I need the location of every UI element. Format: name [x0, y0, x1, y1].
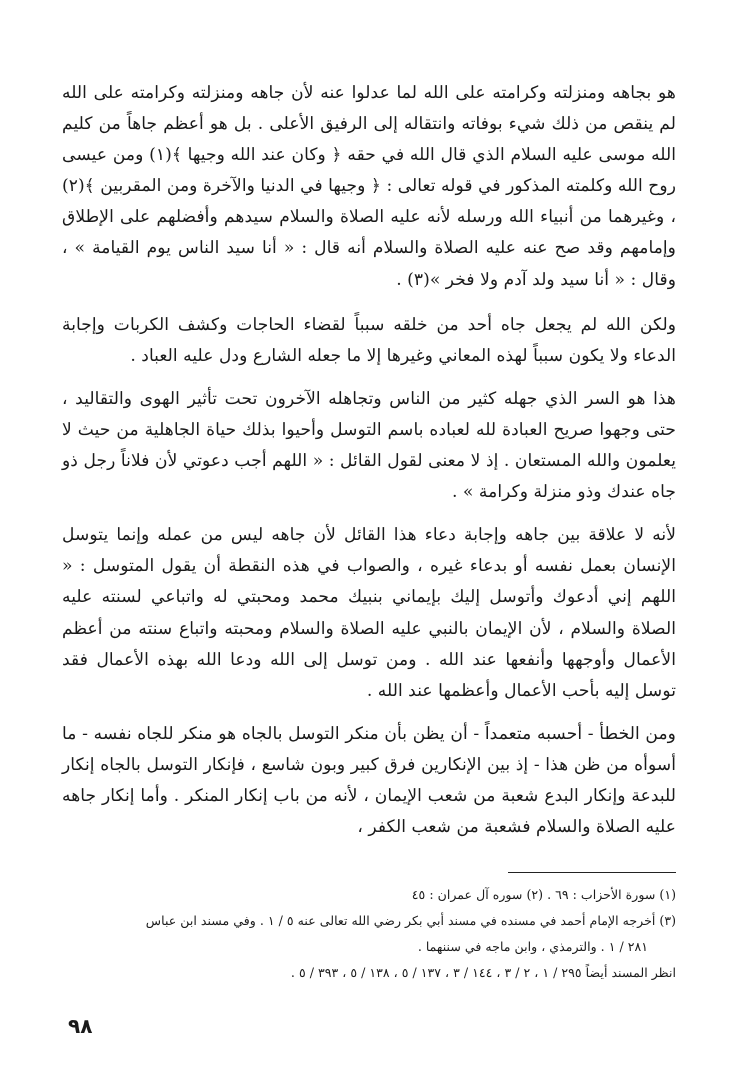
paragraph-4: لأنه لا علاقة بين جاهه وإجابة دعاء هذا القائل لأن جاهه ليس من عمله وإنما يتوسل الإنسان بعمل نفسه أو بدعاء غيره ، والصواب في هذه النقطة أن يقول المتوسل : « اللهم إني أدعوك وأتوسل إليك بإيماني بنبيك محمد ومحبتي له واتباعي لسنته عليه الصلاة والسلام ، لأن الإيمان بالنبي عليه الصلاة والسلام ومحبته واتباع سنته من أعظم الأعمال وأوجهها وأنفعها عند الله . ومن توسل إلى الله ودعا الله بهذه الأعمال فقد توسل إليه بأحب الأعمال وأعظمها عند الله . — [62, 525, 676, 701]
page-number: ٩٨ — [68, 1014, 93, 1038]
footnote-line-1: (١) سورة الأحزاب : ٦٩ . (٢) سوره آل عمران : ٤٥ — [411, 887, 676, 902]
main-text — [62, 78, 676, 843]
footnote-divider — [508, 872, 676, 873]
paragraph-3: هذا هو السر الذي جهله كثير من الناس وتجاهله الآخرون تحت تأثير الهوى والتقاليد ، حتى وجهوا صريح العبادة لله لعباده باسم التوسل وأحيوا بذلك حياة الجاهلية من حيث لا يعلمون والله المستعان . إذ لا معنى لقول القائل : « اللهم أجب دعوتي لأن فلاناً رجل ذو جاه عندك وذو منزلة وكرامة » . — [62, 388, 676, 503]
footnote-line-2: (٣) أخرجه الإمام أحمد في مسنده في مسند أبي بكر رضي الله تعالى عنه ٥ / ١ . وفي مسند ابن عباس — [145, 913, 676, 928]
footnote-line-3: ٢٨١ / ١ . والترمذي ، وابن ماجه في سننهما . — [417, 939, 648, 954]
paragraph-2: ولكن الله لم يجعل جاه أحد من خلقه سبباً لقضاء الحاجات وكشف الكربات وإجابة الدعاء ولا يكون سبباً لهذه المعاني وغيرها إلا ما جعله الشارع ودل عليه العباد . — [62, 314, 676, 366]
paragraph-5: ومن الخطأ - أحسبه متعمداً - أن يظن بأن منكر التوسل بالجاه هو منكر للجاه نفسه - ما أسوأه من ظن هذا - إذ بين الإنكارين فرق كبير وبون شاسع ، فإنكار التوسل بالجاه إنكار للبدعة وإنكار البدع شعبة من شعب الإيمان ، لأنه من باب إنكار المنكر . وأما إنكار جاهه عليه الصلاة والسلام فشعبة من شعب الكفر ، — [62, 723, 676, 838]
footnote-line-4: انظر المسند أيضاً ٢٩٥ / ١ ، ٢ / ٣ ، ١٤٤ / ٣ ، ١٣٧ / ٥ ، ١٣٨ / ٥ ، ٣٩٣ / ٥ . — [290, 965, 676, 980]
paragraph-1: هو بجاهه ومنزلته وكرامته على الله لما عدلوا عنه لأن جاهه ومنزلته وكرامته على الله لم ينقص من ذلك شيء بوفاته وانتقاله إلى الرفيق الأعلى . بل هو أعظم جاهاً من كليم الله موسى عليه السلام الذي قال الله في حقه ﴿ وكان عند الله وجيها ﴾(١) ومن عيسى روح الله وكلمته المذكور في قوله تعالى : ﴿ وجيها في الدنيا والآخرة ومن المقربين ﴾(٢) ، وغيرهما من أنبياء الله ورسله لأنه عليه الصلاة والسلام سيدهم وأفضلهم على الإطلاق وإمامهم وقد صح عنه عليه الصلاة والسلام أنه قال : « أنا سيد الناس يوم القيامة » ، وقال : « أنا سيد ولد آدم ولا فخر »(٣) . — [62, 83, 676, 290]
footnotes — [62, 882, 676, 986]
